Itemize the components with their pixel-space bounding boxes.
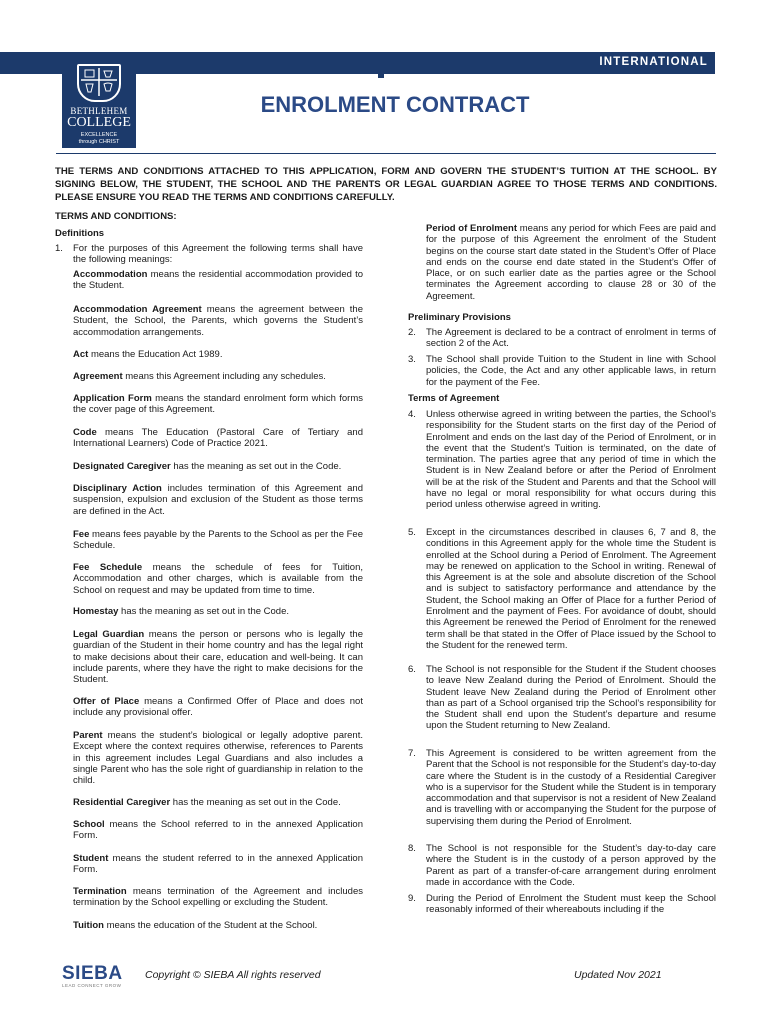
definition-item (55, 797, 363, 808)
definition-text: means the person or persons who is legally the guardian of the Student in their home country and has the legal right to make decisions about their care, education and well-being. It can include parents, where they have the right to make decisions for the Student. (73, 629, 363, 686)
definition-item (55, 730, 363, 786)
clause-text: The School is not responsible for the Student if the Student chooses to leave New Zealand during the Period of Enrolment. Should the Student leave New Zealand during the Period of Enrolment other than as part of a School organised trip the School’s responsibility for the Student shall end upon the Student’s departure and resume upon the Student returning to New Zealand. (426, 664, 716, 732)
definition-item (55, 349, 363, 360)
definition-text: means the education of the Student at the School. (103, 920, 318, 931)
definition-term: Student (73, 853, 109, 864)
definition-item (55, 393, 363, 416)
clause-7 (408, 748, 716, 827)
definition-text: has the meaning as set out in the Code. (170, 797, 341, 808)
clause-number: 6. (408, 664, 416, 675)
definition-text: has the meaning as set out in the Code. (118, 606, 290, 617)
definition-item-period (408, 223, 716, 302)
clause-number: 8. (408, 843, 416, 854)
definition-term: Accommodation Agreement (73, 304, 202, 315)
clause-9 (408, 893, 716, 916)
definition-item (55, 562, 363, 596)
definition-term: Homestay (73, 606, 119, 617)
logo-motto-line1: EXCELLENCE (80, 132, 118, 138)
definition-text: means The Education (Pastoral Care of Tertiary and International Learners) Code of Practice 2021. (73, 427, 363, 450)
definition-text: means a Confirmed Offer of Place and does not include any provisional offer. (73, 696, 363, 719)
definition-term: Designated Caregiver (73, 461, 171, 472)
sieba-logo-text: SIEBA (62, 963, 123, 984)
definition-text: means this Agreement including any schedules. (122, 371, 326, 382)
preliminary-heading (408, 312, 716, 323)
definition-term: Period of Enrolment (426, 223, 517, 234)
clause-3 (408, 354, 716, 388)
clause-text: The School is not responsible for the Student’s day-to-day care where the Student is in the custody of a person approved by the Parent as part of a transfer-of-care arrangement during enrolment made in accordance with the Code. (426, 843, 716, 888)
definition-item (55, 427, 363, 450)
definition-term: Accommodation (73, 269, 148, 280)
clause-2 (408, 327, 716, 350)
clause-4 (408, 409, 716, 511)
definition-text: means any period for which Fees are paid and for the purpose of this Agreement the enrolment of the Student begins on the course start date stated in the Student’s Offer of Place and ends on the course end date stated in the Student’s Offer of Place, or on such earlier date as the parties agree or the School terminates the Agreement according to clause 28 or 30 of the Agreement. (426, 223, 716, 302)
sieba-logo-tagline: LEAD CONNECT GROW (62, 983, 122, 988)
definition-term: Disciplinary Action (73, 483, 162, 494)
divider (56, 153, 716, 154)
clause-number: 4. (408, 409, 416, 420)
definition-term: Offer of Place (73, 696, 140, 707)
definition-term: Fee (73, 529, 90, 540)
definition-text: means the agreement between the Student, the School, the Parents, which governs the Student’s accommodation arrangements. (73, 304, 363, 338)
clause-text: The School shall provide Tuition to the Student in line with School policies, the Code, the Act and any other applicable laws, in return for the payment of the Fee. (426, 354, 716, 388)
logo-motto-line2: through CHRIST (78, 139, 120, 145)
definition-item (55, 886, 363, 909)
terms-of-agreement-text: Terms of Agreement (408, 393, 500, 404)
definition-term: Code (73, 427, 97, 438)
definition-text: includes termination of this Agreement and suspension, expulsion and exclusion of the Student as those terms are defined in the Act. (73, 483, 363, 517)
clause-5 (408, 527, 716, 651)
clause-6 (408, 664, 716, 732)
college-logo (62, 52, 136, 148)
definition-text: has the meaning as set out in the Code. (170, 461, 342, 472)
updated-date: Updated Nov 2021 (574, 969, 662, 981)
definition-term: Tuition (73, 920, 104, 931)
definitions-heading (55, 228, 363, 239)
terms-heading-text: TERMS AND CONDITIONS: (55, 211, 177, 222)
clause-text: Unless otherwise agreed in writing between the parties, the School’s responsibility for the Student starts on the first day of the Period of Enrolment and ends on the last day of the Period of Enrolment, or in the event that the Student’s Tuition is terminated, on the date of termination. The parties agree that any period of time in which the Student is in New Zealand before or after the Period of Enrolment will be at the risk of the Student and Parents and that the School will have no legal or moral responsibility for what occurs during this period unless otherwise agreed in writing. (426, 409, 716, 511)
clause-text: The Agreement is declared to be a contract of enrolment in terms of section 2 of the Act. (426, 327, 716, 350)
definition-term: Residential Caregiver (73, 797, 171, 808)
definition-item (55, 696, 363, 719)
clause-number: 2. (408, 327, 416, 338)
shield-icon (77, 64, 121, 102)
definition-item (55, 269, 363, 292)
definition-item (55, 606, 363, 617)
clause-number: 5. (408, 527, 416, 538)
definition-item (55, 461, 363, 472)
definition-text: means the schedule of fees for Tuition, Accommodation and other charges, which is available from the School on request and may be updated from time to time. (73, 562, 364, 596)
clause-1 (55, 243, 363, 266)
definitions-heading-text: Definitions (55, 228, 105, 239)
clause-8 (408, 843, 716, 888)
terms-of-agreement-heading (408, 393, 716, 404)
terms-heading (55, 211, 363, 222)
definition-term: Parent (73, 730, 103, 741)
clause-text: Except in the circumstances described in clauses 6, 7 and 8, the conditions in this Agreement apply for the whole time the Student is enrolled at the School during a Period of Enrolment. The Agreement may be renewed on application to the School in writing. Renewal of this Agreement is at the sole and absolute discretion of the School and is subject to satisfactory performance and attendance by the Student, the School making an Offer of Place for a further Period of Enrolment and the payment of Fees. For avoidance of doubt, should this Agreement be renewed the Period of Enrolment for the renewed term shall be that stated in the Offer of Place issued by the School to the Student for the renewed term. (426, 527, 716, 651)
international-label: INTERNATIONAL (599, 56, 708, 68)
definition-text: means the student’s biological or legally adoptive parent. Except where the context requires otherwise, references to Parents in this agreement includes Legal Guardians and also includes a single Parent who has the sole right of guardianship in relation to the child. (73, 730, 363, 787)
definition-text: means the Education Act 1989. (88, 349, 223, 360)
definition-text: means the student referred to in the annexed Application Form. (73, 853, 363, 876)
definition-text: means fees payable by the Parents to the School as per the Fee Schedule. (73, 529, 363, 552)
definition-term: Fee Schedule (73, 562, 143, 573)
clause-number: 7. (408, 748, 416, 759)
definition-item (55, 819, 363, 842)
definition-term: Application Form (73, 393, 152, 404)
clause-text: For the purposes of this Agreement the following terms shall have the following meanings: (73, 243, 363, 266)
preliminary-heading-text: Preliminary Provisions (408, 312, 511, 323)
crest-emblem-icon (79, 66, 119, 100)
definition-text: means the standard enrolment form which forms the cover page of this Agreement. (73, 393, 363, 416)
definition-item (55, 529, 363, 552)
definition-item (55, 629, 363, 685)
definition-item (55, 304, 363, 338)
clause-number: 1. (55, 243, 63, 254)
definition-term: Act (73, 349, 89, 360)
clause-text: During the Period of Enrolment the Student must keep the School reasonably informed of their whereabouts including if the (426, 893, 716, 916)
copyright-text: Copyright © SIEBA All rights reserved (145, 969, 321, 981)
cross-icon-bar (368, 68, 394, 73)
clause-number: 9. (408, 893, 416, 904)
definition-item (55, 920, 363, 931)
definition-item (55, 853, 363, 876)
definition-text: means the School referred to in the annexed Application Form. (73, 819, 363, 842)
definition-term: Termination (73, 886, 127, 897)
sieba-logo (62, 963, 123, 988)
definition-item (55, 483, 363, 517)
definition-text: means termination of the Agreement and includes termination by the School expelling or excluding the Student. (73, 886, 363, 909)
logo-name-line1: BETHLEHEM (70, 106, 128, 116)
logo-name-line2: COLLEGE (67, 115, 131, 130)
definition-term: School (73, 819, 105, 830)
definition-item (55, 371, 363, 382)
definition-term: Agreement (73, 371, 123, 382)
page-title: ENROLMENT CONTRACT (260, 92, 530, 117)
clause-text: This Agreement is considered to be written agreement from the Parent that the School is not responsible for the Student’s day-to-day care where the Student is in the custody of a Residential Caregiver who is a supervisor for the Student while the Student is in temporary accommodation and that supervisor is not a resident of New Zealand and is travelling with or accompanying the Student for the purpose of supervising them during the Period of Enrolment. (426, 748, 716, 827)
clause-number: 3. (408, 354, 416, 365)
definition-term: Legal Guardian (73, 629, 145, 640)
intro-paragraph: THE TERMS AND CONDITIONS ATTACHED TO THIS APPLICATION, FORM AND GOVERN THE STUDENT’S TUITION AT THE SCHOOL. BY SIGNING BELOW, THE STUDENT, THE SCHOOL AND THE PARENTS OR LEGAL GUARDIAN AGREE TO THOSE TERMS AND CONDITIONS. PLEASE ENSURE YOU READ THE TERMS AND CONDITIONS CAREFULLY. (55, 166, 717, 203)
definition-text: means the residential accommodation provided to the Student. (73, 269, 363, 292)
